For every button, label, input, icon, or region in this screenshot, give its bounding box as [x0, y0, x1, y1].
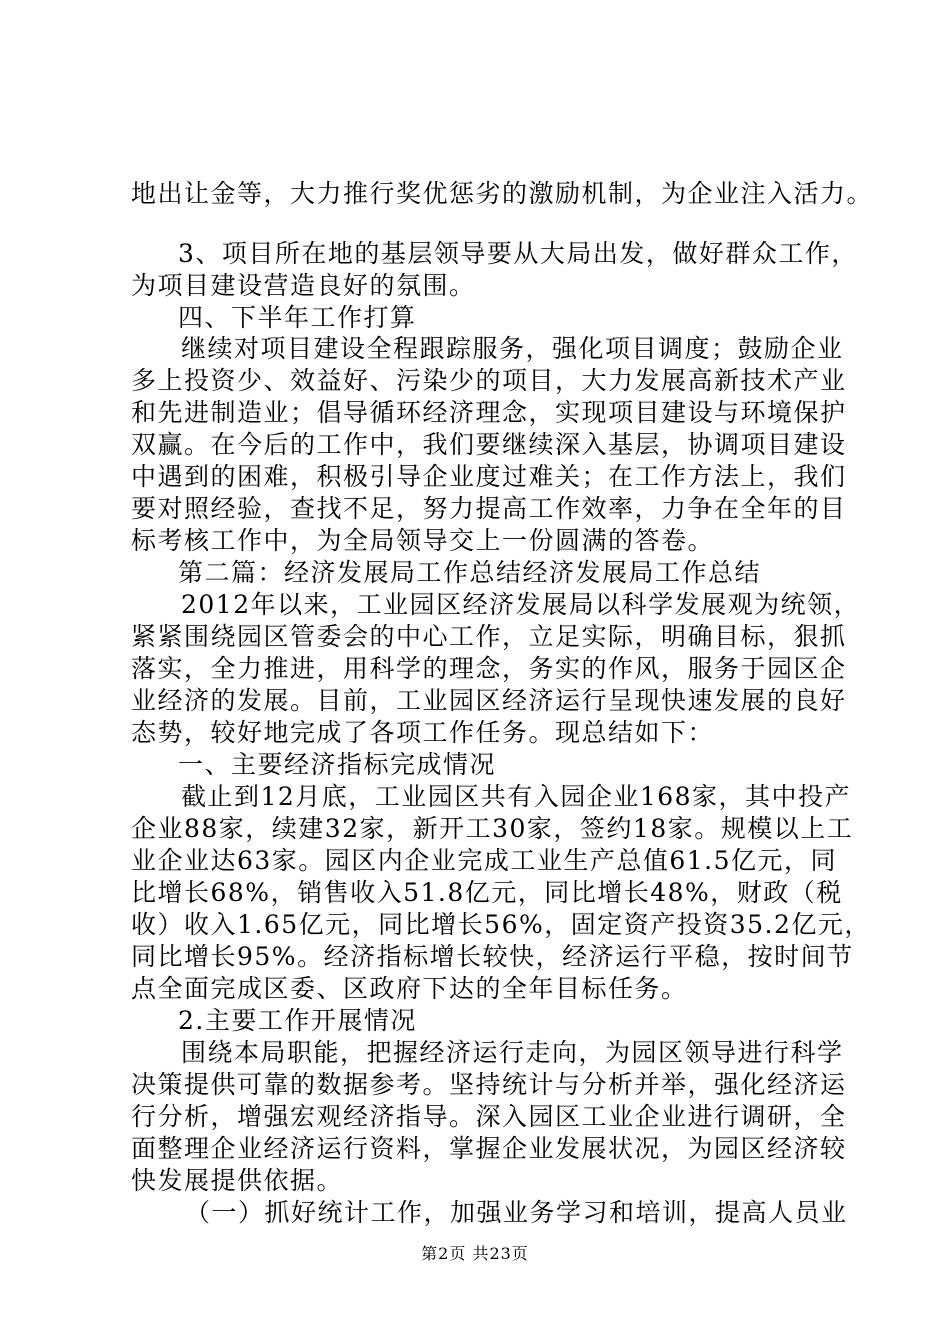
section-heading: 一、主要经济指标完成情况 — [178, 750, 497, 779]
text-line: 要对照经验，查找不足，努力提高工作效率，力争在全年的目 — [131, 494, 847, 523]
text-line: 和先进制造业；倡导循环经济理念，实现项目建设与环境保护 — [131, 398, 847, 427]
text-line: 同比增长95%。经济指标增长较快，经济运行平稳，按时间节 — [131, 942, 854, 971]
chapter-heading: 第二篇：经济发展局工作总结经济发展局工作总结 — [178, 558, 762, 587]
text-line: 截止到12月底，工业园区共有入园企业168家，其中投产 — [181, 782, 852, 811]
text-line: 紧紧围绕园区管委会的中心工作，立足实际，明确目标，狠抓 — [131, 622, 847, 651]
text-line: 中遇到的困难，积极引导企业度过难关；在工作方法上，我们 — [131, 462, 847, 491]
text-line: 多上投资少、效益好、污染少的项目，大力发展高新技术产业 — [131, 366, 847, 395]
text-line: 点全面完成区委、区政府下达的全年目标任务。 — [131, 974, 688, 1003]
text-line: 为项目建设营造良好的氛围。 — [131, 271, 476, 300]
text-line: 行分析，增强宏观经济指导。深入园区工业企业进行调研，全 — [131, 1102, 847, 1131]
text-line: 落实，全力推进，用科学的理念，务实的作风，服务于园区企 — [131, 654, 847, 683]
text-line: 地出让金等，大力推行奖优惩劣的激励机制，为企业注入活力。 — [131, 179, 874, 208]
text-line: 快发展提供依据。 — [131, 1166, 344, 1195]
text-line: 收）收入1.65亿元，同比增长56%，固定资产投资35.2亿元， — [131, 910, 871, 939]
section-heading: 四、下半年工作打算 — [178, 303, 417, 332]
page-footer: 第2页 共23页 — [421, 1244, 529, 1263]
subsection-heading: （一）抓好统计工作，加强业务学习和培训，提高人员业 — [185, 1198, 848, 1227]
text-line: 双赢。在今后的工作中，我们要继续深入基层，协调项目建设 — [131, 430, 847, 459]
text-line: 比增长68%，销售收入51.8亿元，同比增长48%，财政（税 — [131, 878, 843, 907]
text-line: 3、项目所在地的基层领导要从大局出发，做好群众工作， — [178, 239, 858, 268]
text-line: 围绕本局职能，把握经济运行走向，为园区领导进行科学 — [181, 1038, 844, 1067]
text-line: 2012年以来，工业园区经济发展局以科学发展观为统领， — [181, 590, 861, 619]
text-line: 业企业达63家。园区内企业完成工业生产总值61.5亿元，同 — [131, 846, 837, 875]
text-line: 态势，较好地完成了各项工作任务。现总结如下： — [131, 718, 715, 747]
text-line: 决策提供可靠的数据参考。坚持统计与分析并举，强化经济运 — [131, 1070, 847, 1099]
section-heading: 2.主要工作开展情况 — [178, 1006, 417, 1035]
text-line: 继续对项目建设全程跟踪服务，强化项目调度；鼓励企业 — [181, 334, 844, 363]
text-line: 标考核工作中，为全局领导交上一份圆满的答卷。 — [131, 526, 715, 555]
text-line: 面整理企业经济运行资料，掌握企业发展状况，为园区经济较 — [131, 1134, 847, 1163]
text-line: 业经济的发展。目前，工业园区经济运行呈现快速发展的良好 — [131, 686, 847, 715]
text-line: 企业88家，续建32家，新开工30家，签约18家。规模以上工 — [131, 814, 854, 843]
